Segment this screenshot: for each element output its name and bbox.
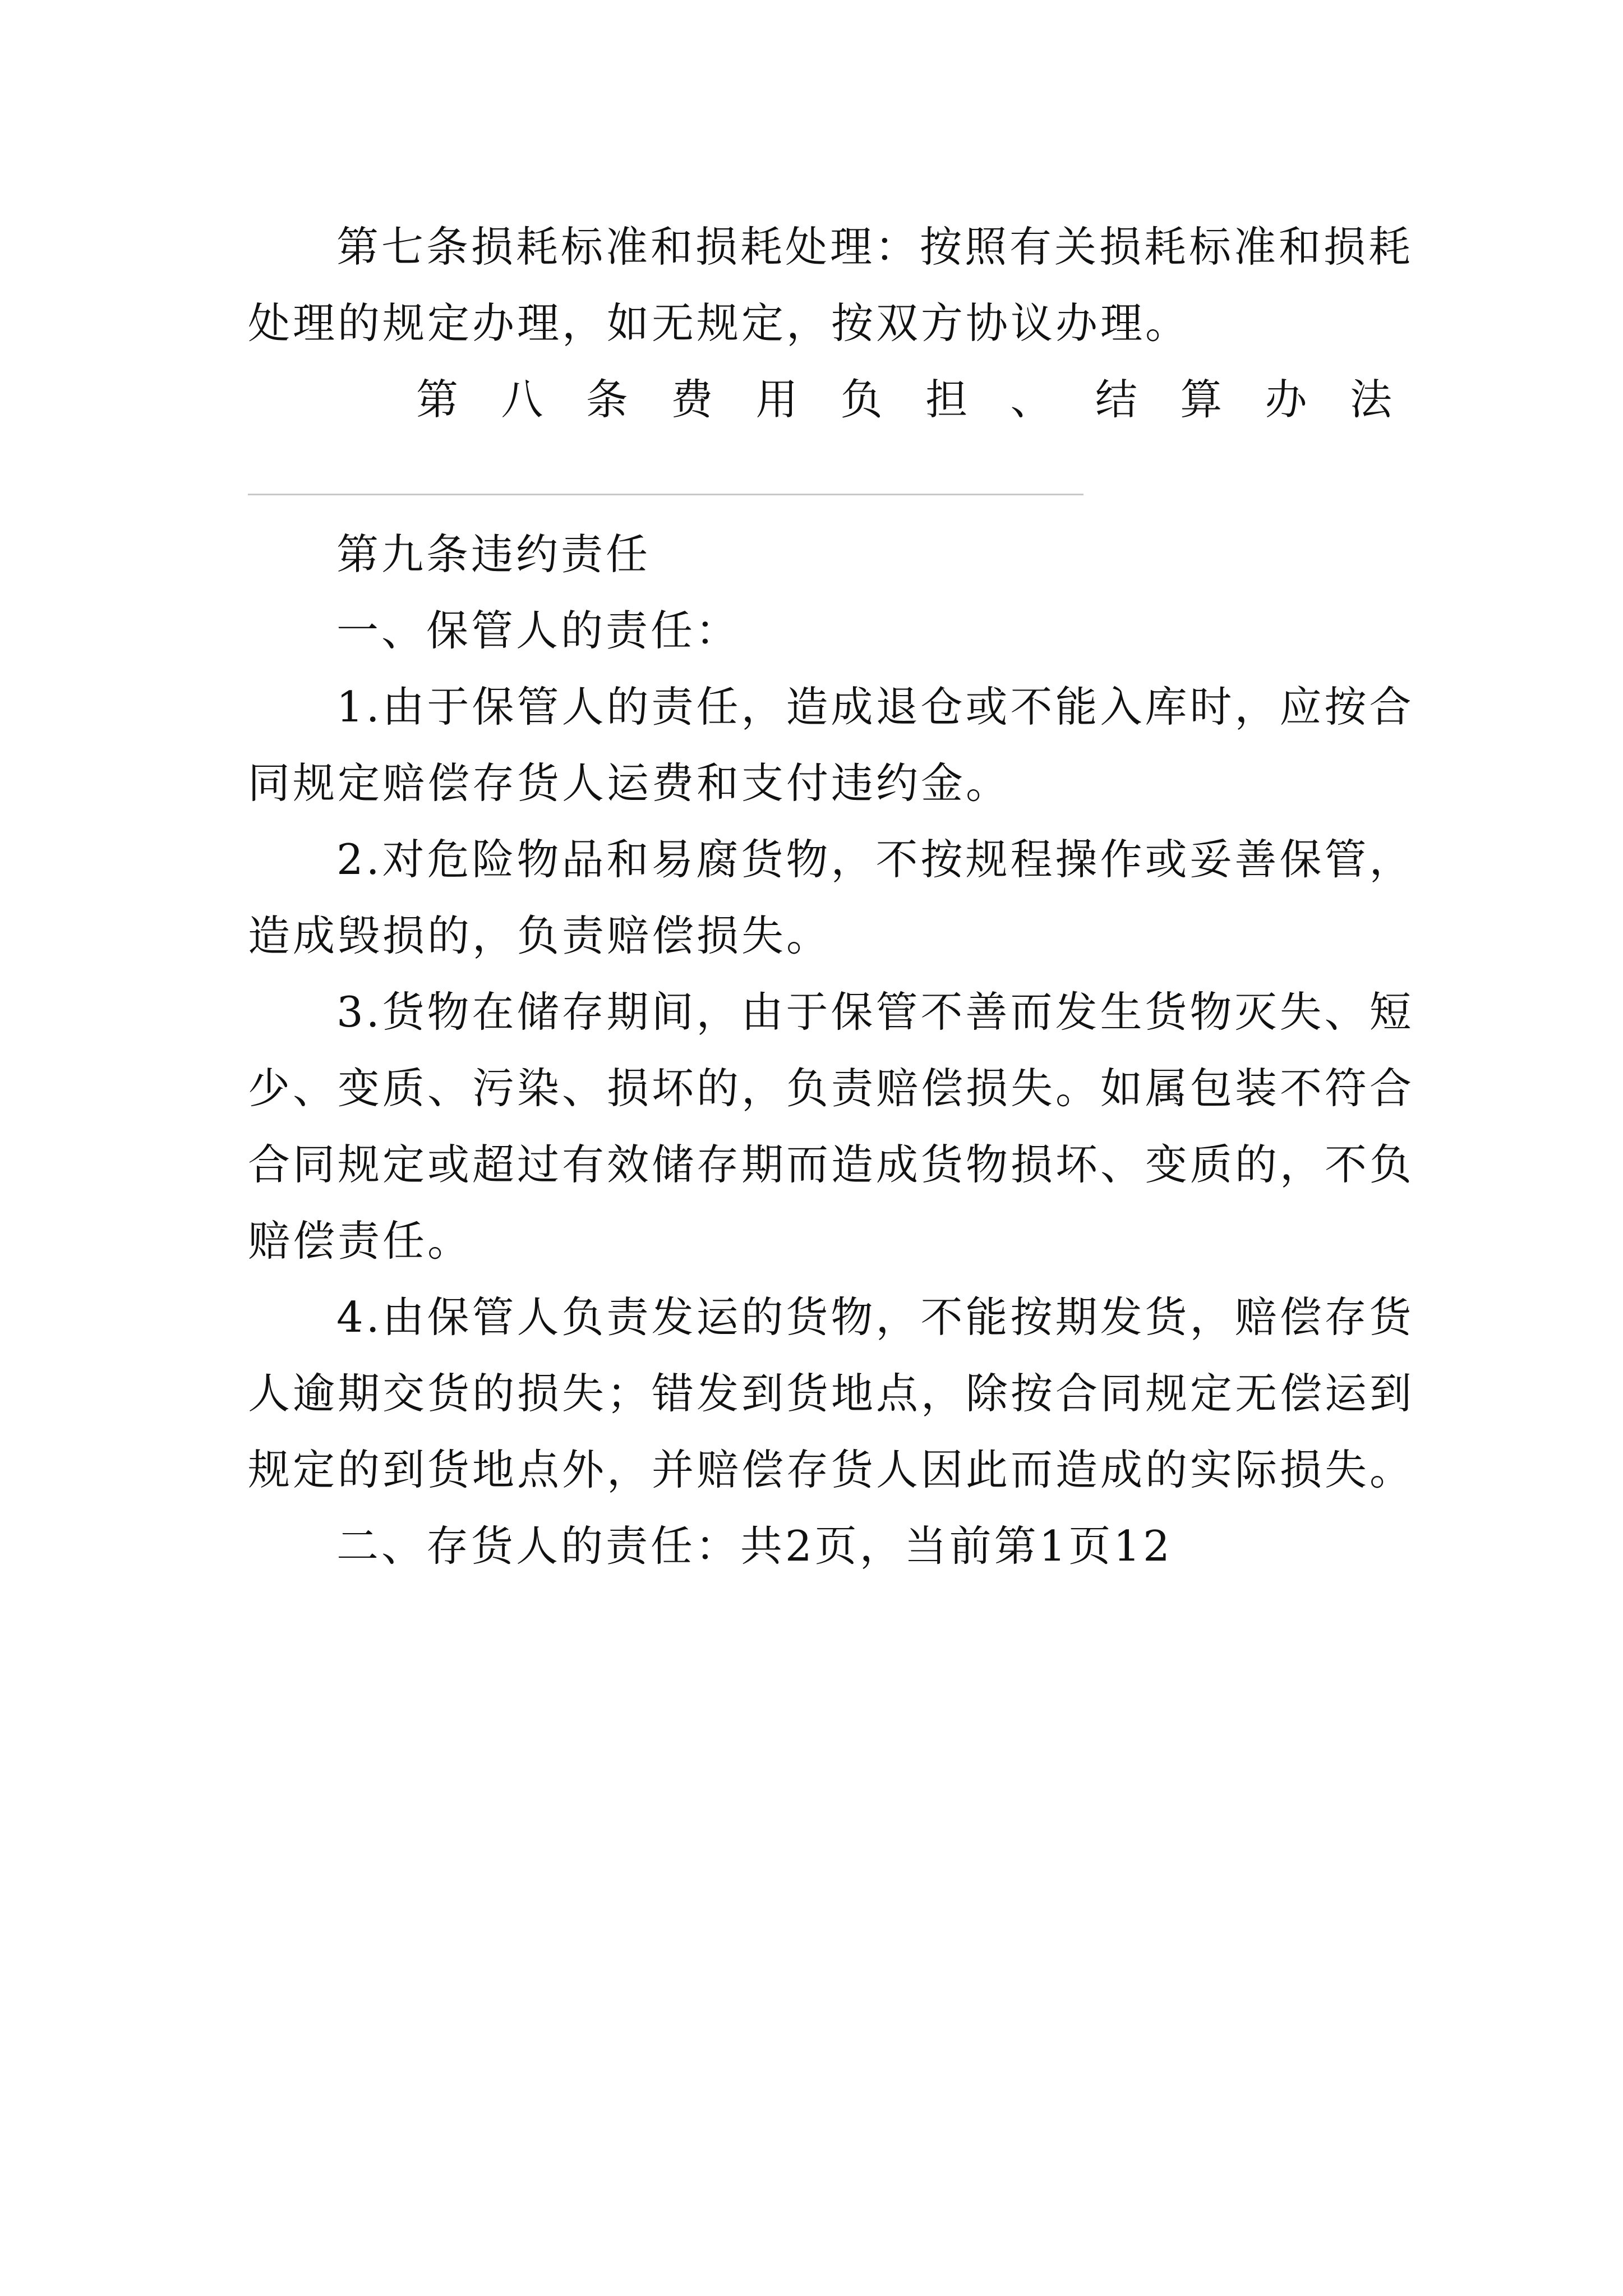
article8-char: 费 [671, 375, 713, 424]
article8-char: 用 [755, 375, 798, 424]
item3-line1: 3.货物在储存期间，由于保管不善而发生货物灭失、短 [336, 987, 1414, 1037]
item4-line3: 规定的到货地点外，并赔偿存货人因此而造成的实际损失。 [248, 1445, 1415, 1494]
item1-line2: 同规定赔偿存货人运费和支付违约金。 [248, 758, 1011, 808]
article8-char: 办 [1265, 375, 1307, 424]
item1-line1: 1.由于保管人的责任，造成退仓或不能入库时，应按合 [336, 682, 1414, 731]
item3-line3: 合同规定或超过有效储存期而造成货物损坏、变质的，不负 [248, 1140, 1415, 1189]
section1-title: 一、保管人的责任： [336, 606, 741, 655]
item2-line2: 造成毁损的，负责赔偿损失。 [248, 911, 832, 960]
article8-char: 算 [1180, 375, 1223, 424]
article8-char: 条 [585, 375, 628, 424]
article7-line1: 第七条损耗标准和损耗处理：按照有关损耗标准和损耗 [336, 222, 1414, 272]
article9-title: 第九条违约责任 [336, 530, 651, 579]
item3-line4: 赔偿责任。 [248, 1216, 473, 1266]
article8-char: 法 [1349, 375, 1392, 424]
fill-in-underline [248, 494, 1083, 495]
article8-char: 八 [501, 375, 543, 424]
item3-line2: 少、变质、污染、损坏的，负责赔偿损失。如属包装不符合 [248, 1064, 1415, 1113]
article8-heading [416, 361, 1392, 438]
article8-char: 、 [1010, 375, 1053, 424]
item4-line2: 人逾期交货的损失；错发到货地点，除按合同规定无偿运到 [248, 1369, 1415, 1418]
article8-char: 担 [925, 375, 968, 424]
article8-char: 结 [1095, 375, 1137, 424]
item4-line1: 4.由保管人负责发运的货物，不能按期发货，赔偿存货 [336, 1292, 1414, 1342]
article8-char: 负 [840, 375, 883, 424]
article8-char: 第 [416, 375, 459, 424]
article7-line2: 处理的规定办理，如无规定，按双方协议办理。 [248, 298, 1191, 348]
item2-line1: 2.对危险物品和易腐货物，不按规程操作或妥善保管， [336, 835, 1414, 884]
section2-line: 二、存货人的责任：共2页，当前第1页12 [336, 1521, 1173, 1571]
